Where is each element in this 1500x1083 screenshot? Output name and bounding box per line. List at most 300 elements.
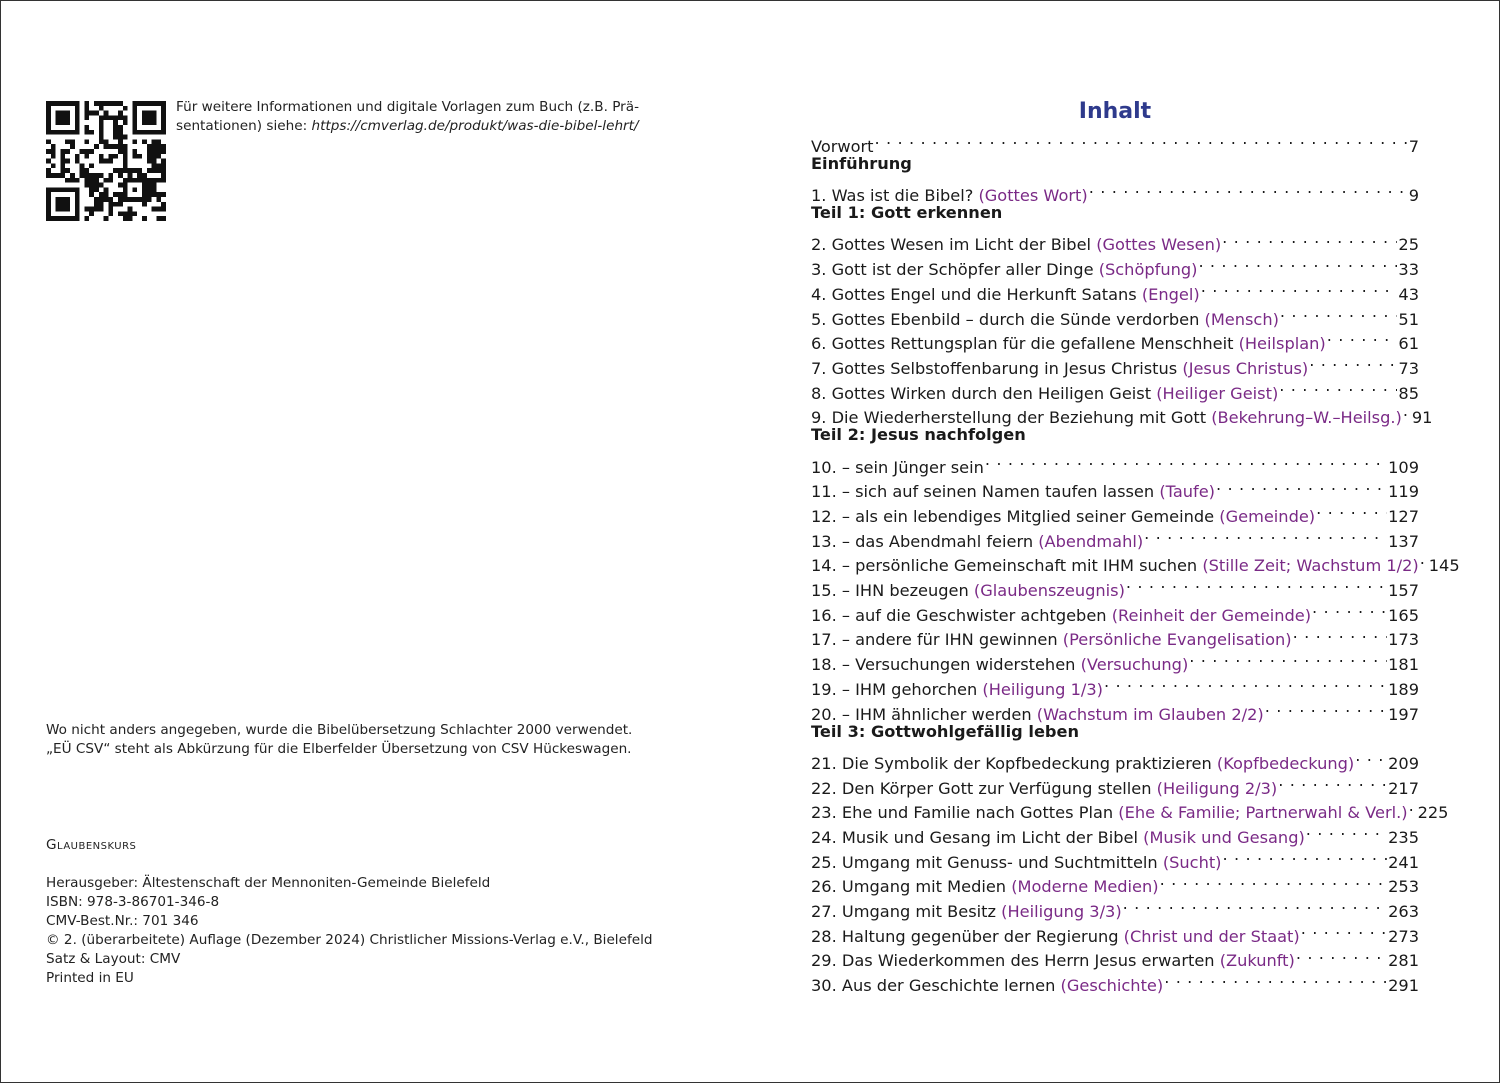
qr-module <box>132 168 137 173</box>
toc-entry-label: 26. Umgang mit Medien <box>811 877 1012 897</box>
qr-module <box>94 173 99 178</box>
qr-module <box>89 149 94 154</box>
qr-module <box>46 115 51 120</box>
qr-module <box>56 216 61 221</box>
qr-module <box>104 187 109 192</box>
toc-leader-dots <box>1222 226 1397 251</box>
qr-module <box>152 192 157 197</box>
toc-leader-dots <box>1160 868 1388 893</box>
toc-entry-label: 5. Gottes Ebenbild – durch die Sünde verdorben <box>811 309 1205 329</box>
qr-module <box>118 115 123 120</box>
qr-module <box>46 130 51 135</box>
toc-entry-label: 10. – sein Jünger sein <box>811 457 984 477</box>
qr-module <box>142 101 147 106</box>
qr-module <box>99 130 104 135</box>
toc-entry[interactable] <box>811 448 1419 477</box>
qr-module <box>99 173 104 178</box>
qr-module <box>118 211 123 216</box>
toc-page-number: 173 <box>1388 630 1419 650</box>
qr-module <box>147 149 152 154</box>
qr-module <box>60 120 65 125</box>
qr-module <box>152 149 157 154</box>
note-line: Wo nicht anders angegeben, wurde die Bibelübersetzung Schlachter 2000 verwendet. <box>46 722 633 738</box>
toc-entry-label: 18. – Versuchungen widerstehen <box>811 655 1081 675</box>
toc-entry-topic: (Heiliger Geist) <box>1156 383 1279 403</box>
qr-module <box>147 111 152 116</box>
qr-module <box>152 183 157 188</box>
toc-page-number: 9 <box>1408 186 1419 206</box>
qr-module <box>108 197 113 202</box>
toc-entry-topic: (Abendmahl) <box>1038 531 1144 551</box>
qr-module <box>108 173 113 178</box>
toc-entry-title <box>811 480 1215 505</box>
qr-module <box>84 125 89 130</box>
qr-module <box>161 159 166 164</box>
toc-entry-topic: (Heilsplan) <box>1238 334 1326 354</box>
toc-page-number: 263 <box>1388 902 1419 921</box>
toc-page-number: 217 <box>1388 778 1419 798</box>
toc-page-number: 127 <box>1388 507 1419 526</box>
toc-entry-topic: (Taufe) <box>1159 482 1215 502</box>
qr-module <box>147 120 152 125</box>
qr-module <box>152 111 157 116</box>
toc-leader-dots <box>1420 547 1428 572</box>
toc-leader-dots <box>985 448 1387 473</box>
qr-module <box>51 173 56 178</box>
toc-entry-label: 28. Haltung gegenüber der Regierung <box>811 926 1124 946</box>
imprint-line: © 2. (überarbeitete) Auflage (Dezember 2024) Christlicher Missions-Verlag e.V., Bielefeld <box>46 932 653 948</box>
qr-module <box>46 111 51 116</box>
qr-module <box>161 144 166 149</box>
qr-module <box>75 202 80 207</box>
qr-module <box>65 111 70 116</box>
qr-module <box>132 111 137 116</box>
qr-module <box>156 192 161 197</box>
toc-entry-topic: (Engel) <box>1141 284 1200 304</box>
qr-module <box>142 173 147 178</box>
qr-module <box>142 115 147 120</box>
toc-leader-dots <box>1403 399 1411 424</box>
toc-entry-topic: (Jesus Christus) <box>1182 358 1309 378</box>
qr-module <box>113 125 118 130</box>
toc-entry-topic: (Persönliche Evangelisation) <box>1062 630 1292 650</box>
qr-module <box>60 115 65 120</box>
qr-module <box>46 125 51 130</box>
toc-entry-title <box>811 579 1125 604</box>
qr-module <box>123 135 128 140</box>
qr-module <box>89 163 94 168</box>
toc-entry-topic: (Moderne Medien) <box>1011 877 1159 897</box>
qr-module <box>89 130 94 135</box>
qr-module <box>75 120 80 125</box>
qr-module <box>132 149 137 154</box>
qr-module <box>113 115 118 120</box>
toc-entry-label: 17. – andere für IHN gewinnen <box>811 630 1063 650</box>
qr-module <box>123 183 128 188</box>
qr-module <box>60 216 65 221</box>
toc-entry-label: 9. Die Wiederherstellung der Beziehung mit Gott <box>811 408 1212 428</box>
qr-module <box>108 211 113 216</box>
toc-entry-label: 22. Den Körper Gott zur Verfügung stellen <box>811 778 1157 798</box>
qr-module <box>161 163 166 168</box>
qr-module <box>113 202 118 207</box>
toc-entry-label: 8. Gottes Wirken durch den Heiligen Geist <box>811 383 1157 403</box>
qr-module <box>128 178 133 183</box>
toc-leader-dots <box>1144 522 1387 547</box>
qr-module <box>46 173 51 178</box>
qr-module <box>84 115 89 120</box>
qr-module <box>56 120 61 125</box>
qr-module <box>142 216 147 221</box>
toc-entry-title <box>811 357 1308 382</box>
qr-module <box>65 202 70 207</box>
qr-module <box>104 139 109 144</box>
qr-module <box>123 159 128 164</box>
qr-module <box>137 130 142 135</box>
qr-module <box>156 163 161 168</box>
qr-module <box>60 168 65 173</box>
toc-entry-label: 29. Das Wiederkommen des Herrn Jesus erwarten <box>811 951 1220 971</box>
toc-leader-dots <box>1278 769 1387 794</box>
qr-module <box>84 101 89 106</box>
toc-entry-topic: (Gottes Wort) <box>978 186 1088 206</box>
qr-module <box>123 178 128 183</box>
qr-module <box>46 106 51 111</box>
toc-leader-dots <box>1409 794 1417 819</box>
qr-module <box>118 135 123 140</box>
qr-module <box>152 130 157 135</box>
qr-module <box>152 187 157 192</box>
qr-module <box>152 139 157 144</box>
qr-module <box>65 120 70 125</box>
qr-module <box>152 207 157 212</box>
qr-module <box>56 173 61 178</box>
qr-module <box>80 149 85 154</box>
qr-module <box>132 101 137 106</box>
imprint-line: Herausgeber: Ältestenschaft der Mennoniten-Gemeinde Bielefeld <box>46 875 491 891</box>
qr-module <box>118 125 123 130</box>
qr-module <box>99 135 104 140</box>
qr-module <box>80 168 85 173</box>
toc-entry-label: 27. Umgang mit Besitz <box>811 902 1002 921</box>
toc-page-number: 51 <box>1398 309 1419 329</box>
qr-module <box>51 149 56 154</box>
qr-module <box>132 120 137 125</box>
qr-module <box>152 101 157 106</box>
qr-module <box>156 144 161 149</box>
qr-module <box>75 115 80 120</box>
qr-module <box>84 154 89 159</box>
toc-page-number: 241 <box>1388 852 1419 872</box>
toc-entry[interactable] <box>811 226 1419 255</box>
qr-module <box>99 125 104 130</box>
qr-module <box>147 192 152 197</box>
toc-entry-label: 13. – das Abendmahl feiern <box>811 531 1039 551</box>
qr-module <box>161 202 166 207</box>
toc-leader-dots <box>1309 349 1397 374</box>
qr-module <box>65 197 70 202</box>
qr-module <box>70 144 75 149</box>
qr-module <box>56 197 61 202</box>
qr-module <box>147 101 152 106</box>
qr-module <box>147 197 152 202</box>
qr-module <box>65 178 70 183</box>
qr-module <box>94 178 99 183</box>
qr-module <box>75 211 80 216</box>
toc-leader-dots <box>1164 966 1387 991</box>
qr-module <box>56 207 61 212</box>
toc-section-heading: Einführung <box>811 153 912 173</box>
toc-page-number: 291 <box>1388 976 1419 996</box>
qr-module <box>65 149 70 154</box>
qr-module <box>142 139 147 144</box>
qr-module <box>147 154 152 159</box>
toc-page-number: 43 <box>1398 284 1419 304</box>
qr-module <box>156 139 161 144</box>
toc-entry[interactable] <box>811 127 1419 156</box>
qr-module <box>147 159 152 164</box>
qr-module <box>99 101 104 106</box>
toc-entry[interactable] <box>811 176 1419 206</box>
qr-module <box>94 144 99 149</box>
qr-module <box>137 168 142 173</box>
qr-module <box>60 111 65 116</box>
qr-module <box>161 178 166 183</box>
qr-module <box>147 187 152 192</box>
qr-module <box>142 111 147 116</box>
qr-module <box>94 111 99 116</box>
qr-module <box>156 154 161 159</box>
toc-leader-dots <box>1089 176 1408 201</box>
toc-page-number: 253 <box>1388 877 1419 897</box>
toc-entry-label: 14. – persönliche Gemeinschaft mit IHM suchen <box>811 556 1203 576</box>
qr-module <box>89 211 94 216</box>
qr-module <box>56 101 61 106</box>
qr-module <box>51 154 56 159</box>
qr-module <box>84 106 89 111</box>
qr-module <box>104 178 109 183</box>
qr-module <box>104 115 109 120</box>
qr-module <box>118 111 123 116</box>
toc-page-number: 273 <box>1388 926 1419 946</box>
qr-module <box>89 187 94 192</box>
qr-module <box>99 207 104 212</box>
qr-module <box>70 216 75 221</box>
toc-page-number: 33 <box>1398 260 1419 280</box>
toc-entry-label: Vorwort <box>811 136 874 156</box>
qr-module <box>65 216 70 221</box>
qr-module <box>99 183 104 188</box>
qr-module <box>56 202 61 207</box>
qr-module <box>60 154 65 159</box>
qr-module <box>84 111 89 116</box>
qr-module <box>46 216 51 221</box>
toc-entry-title <box>811 530 1143 555</box>
toc-entry[interactable] <box>811 744 1419 773</box>
imprint-line: Printed in EU <box>46 970 134 986</box>
qr-module <box>89 173 94 178</box>
qr-module <box>75 207 80 212</box>
qr-module <box>147 178 152 183</box>
qr-module <box>60 173 65 178</box>
toc-entry-title <box>811 974 1163 999</box>
qr-module <box>108 144 113 149</box>
qr-module <box>94 197 99 202</box>
qr-module <box>94 101 99 106</box>
qr-module <box>104 159 109 164</box>
qr-module <box>147 168 152 173</box>
qr-module <box>123 115 128 120</box>
qr-module <box>65 207 70 212</box>
qr-module <box>113 168 118 173</box>
toc-entry-label: 21. Die Symbolik der Kopfbedeckung praktizieren <box>811 753 1217 773</box>
qr-module <box>113 154 118 159</box>
qr-module <box>65 139 70 144</box>
translation-note <box>46 721 666 759</box>
qr-module <box>84 178 89 183</box>
qr-module <box>89 178 94 183</box>
product-url[interactable]: https://cmverlag.de/produkt/was-die-bibel-lehrt/ <box>311 118 639 134</box>
qr-module <box>89 207 94 212</box>
qr-module <box>99 120 104 125</box>
qr-module <box>132 115 137 120</box>
toc-leader-dots <box>1355 744 1387 769</box>
qr-module <box>75 159 80 164</box>
qr-module <box>84 130 89 135</box>
qr-module <box>56 115 61 120</box>
qr-module <box>123 187 128 192</box>
qr-module <box>51 144 56 149</box>
qr-module <box>161 173 166 178</box>
qr-module <box>70 130 75 135</box>
qr-module <box>84 207 89 212</box>
qr-module <box>46 192 51 197</box>
qr-module <box>156 207 161 212</box>
qr-module <box>75 154 80 159</box>
qr-module <box>132 154 137 159</box>
qr-module <box>132 106 137 111</box>
qr-module <box>75 197 80 202</box>
toc-leader-dots <box>1312 596 1387 621</box>
toc-leader-dots <box>1280 300 1397 325</box>
qr-module <box>137 154 142 159</box>
toc-leader-dots <box>1104 670 1387 695</box>
qr-module <box>161 192 166 197</box>
qr-module <box>75 111 80 116</box>
toc-page-number: 73 <box>1398 358 1419 378</box>
toc-entry-label: 19. – IHM gehorchen <box>811 679 983 699</box>
qr-module <box>56 187 61 192</box>
qr-module <box>123 216 128 221</box>
toc-entry-label: 6. Gottes Rettungsplan für die gefallene Menschheit <box>811 334 1239 354</box>
qr-module <box>128 197 133 202</box>
toc-page-number: 281 <box>1388 951 1419 971</box>
toc-entry-topic: (Christ und der Staat) <box>1123 926 1300 946</box>
toc-entry-topic: (Heiligung 2/3) <box>1156 778 1278 798</box>
qr-module <box>75 216 80 221</box>
qr-module <box>161 207 166 212</box>
toc-leader-dots <box>1189 645 1387 670</box>
qr-module <box>65 101 70 106</box>
toc-entry-label: 1. Was ist die Bibel? <box>811 186 979 206</box>
toc-page-number: 165 <box>1388 605 1419 625</box>
qr-module <box>108 202 113 207</box>
qr-module <box>156 178 161 183</box>
qr-module <box>84 183 89 188</box>
toc-entry-label: 7. Gottes Selbstoffenbarung in Jesus Christus <box>811 358 1183 378</box>
toc-entry-label: 15. – IHN bezeugen <box>811 581 974 601</box>
qr-module <box>152 120 157 125</box>
qr-module <box>156 216 161 221</box>
toc-leader-dots <box>1223 843 1388 868</box>
qr-module <box>142 187 147 192</box>
qr-module <box>60 101 65 106</box>
qr-module <box>118 144 123 149</box>
toc-entry-title <box>811 875 1159 900</box>
qr-module <box>99 159 104 164</box>
toc-page-number: 7 <box>1408 136 1419 156</box>
toc-leader-dots <box>1279 374 1397 399</box>
qr-module <box>123 192 128 197</box>
toc-entry-label: 4. Gottes Engel und die Herkunft Satans <box>811 284 1142 304</box>
qr-module <box>161 149 166 154</box>
qr-module <box>46 197 51 202</box>
qr-module <box>118 139 123 144</box>
qr-module <box>118 130 123 135</box>
toc-entry-topic: (Kopfbedeckung) <box>1216 753 1355 773</box>
toc-entry-title <box>811 308 1279 333</box>
toc-entry-title <box>811 258 1197 283</box>
qr-module <box>152 168 157 173</box>
qr-module <box>132 187 137 192</box>
qr-module <box>118 173 123 178</box>
qr-module <box>128 173 133 178</box>
toc-entry-topic: (Mensch) <box>1204 309 1279 329</box>
series-name: Glaubenskurs <box>46 837 137 853</box>
toc-page-number: 25 <box>1398 235 1419 255</box>
toc-entry-topic: (Musik und Gesang) <box>1143 827 1305 847</box>
qr-module <box>123 168 128 173</box>
qr-module <box>75 106 80 111</box>
toc-page-number: 197 <box>1388 704 1419 724</box>
qr-module <box>75 192 80 197</box>
toc-page-number: 235 <box>1388 827 1419 847</box>
qr-module <box>118 101 123 106</box>
toc-entry-topic: (Glaubenszeugnis) <box>973 581 1125 601</box>
toc-leader-dots <box>1301 917 1387 942</box>
qr-module <box>104 197 109 202</box>
qr-module <box>56 130 61 135</box>
qr-module <box>108 154 113 159</box>
toc-page-number: 189 <box>1388 679 1419 699</box>
qr-module <box>132 178 137 183</box>
qr-module <box>75 101 80 106</box>
qr-module <box>137 173 142 178</box>
qr-module <box>99 154 104 159</box>
qr-module <box>60 163 65 168</box>
toc-leader-dots <box>1316 497 1387 522</box>
toc-section-heading: Teil 2: Jesus nachfolgen <box>811 425 1026 445</box>
qr-module <box>108 207 113 212</box>
toc-entry-topic: (Heiligung 3/3) <box>1001 902 1122 921</box>
toc-entry-topic: (Schöpfung) <box>1098 260 1198 280</box>
toc-entry-topic: (Geschichte) <box>1060 976 1164 996</box>
qr-module <box>108 178 113 183</box>
toc-page-number: 91 <box>1411 408 1433 428</box>
qr-module <box>80 173 85 178</box>
qr-module <box>142 197 147 202</box>
toc-entry-title <box>811 456 984 481</box>
